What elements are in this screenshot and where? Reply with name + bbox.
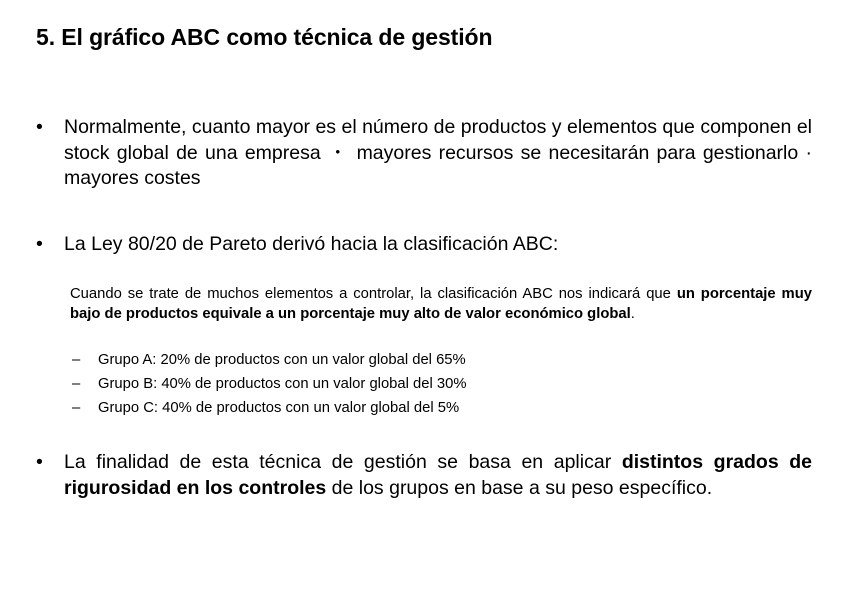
- bullet-item-pareto: [36, 232, 812, 258]
- bullet-marker: •: [36, 451, 43, 473]
- abc-explanation: Cuando se trate de muchos elementos a controlar, la clasificación ABC nos indicará que un porcentaje muy bajo de productos equivale a un porcentaje muy alto de valor económico global.: [70, 286, 812, 322]
- bullet-item-finalidad: [36, 450, 812, 501]
- list-item: – Grupo B: 40% de productos con un valor global del 30%: [72, 376, 467, 392]
- bullet-item-stock: [36, 115, 812, 192]
- bullet-text: La Ley 80/20 de Pareto derivó hacia la clasificación ABC:: [64, 233, 559, 255]
- slide-title: 5. El gráfico ABC como técnica de gestión: [36, 24, 493, 50]
- list-item: – Grupo A: 20% de productos con un valor global del 65%: [72, 352, 466, 368]
- bullet-marker: •: [36, 116, 43, 138]
- bullet-marker: •: [36, 233, 43, 255]
- separator-symbol: ·: [805, 141, 812, 164]
- list-item: – Grupo C: 40% de productos con un valor global del 5%: [72, 400, 460, 416]
- emphasis-text: distintos grados de rigurosidad en los controles: [64, 451, 813, 499]
- group-list: [72, 350, 467, 422]
- bullet-text: La finalidad de esta técnica de gestión se basa en aplicar distintos grados de rigurosidad en los controles de los grupos en base a su peso específico.: [64, 451, 813, 499]
- separator-symbol: ・: [327, 141, 350, 164]
- emphasis-text: un porcentaje muy bajo de productos equivale a un porcentaje muy alto de valor económico global: [70, 286, 812, 322]
- bullet-text: Normalmente, cuanto mayor es el número de productos y elementos que componen el stock global de una empresa ・ mayores recursos se necesitarán para gestionarlo · mayores costes: [64, 116, 812, 189]
